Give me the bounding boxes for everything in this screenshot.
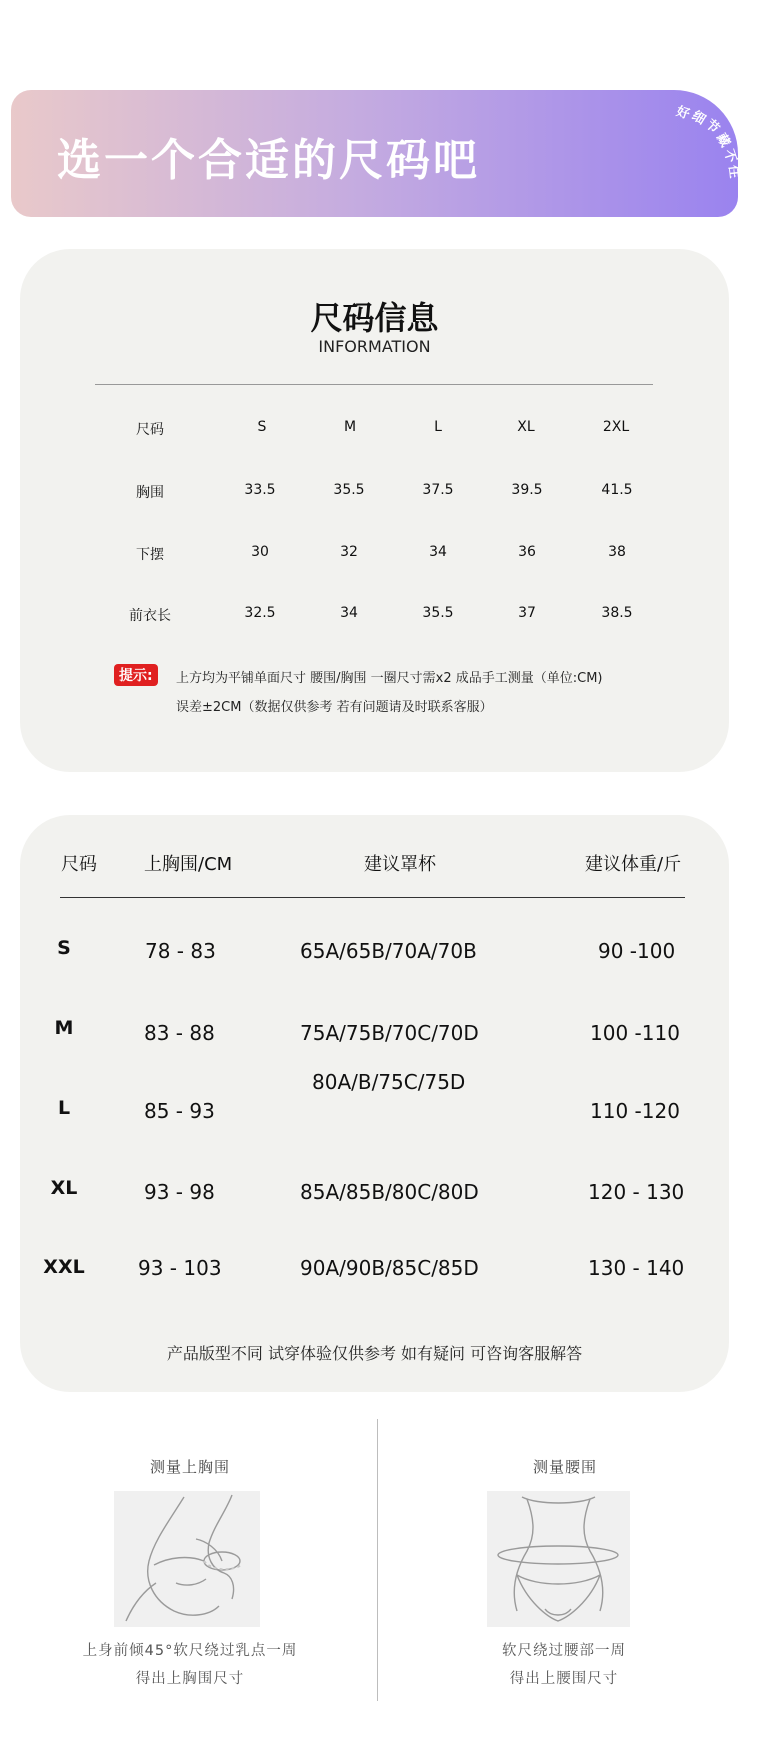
info-cell: 34 — [340, 605, 358, 621]
row-bust: 78 - 83 — [145, 939, 216, 963]
info-cell: 36 — [518, 544, 536, 560]
row-weight: 110 -120 — [590, 1099, 680, 1123]
info-header-row — [20, 419, 729, 439]
info-cell: 37.5 — [422, 482, 454, 498]
info-cell: 38.5 — [601, 605, 633, 621]
row-bust: 93 - 98 — [144, 1180, 215, 1204]
arc-char: 藏 — [713, 131, 733, 150]
row-bust: 85 - 93 — [144, 1099, 215, 1123]
header-banner — [11, 90, 742, 217]
info-row-label: 前衣长 — [129, 608, 171, 624]
measure-waist-desc-line2: 得出上腰围尺寸 — [509, 1671, 619, 1687]
measure-bust-desc-line1: 上身前倾45°软尺绕过乳点一周 — [82, 1643, 298, 1659]
info-size: S — [257, 419, 267, 435]
recommend-note: 产品版型不同 试穿体验仅供参考 如有疑问 可咨询客服解答 — [166, 1344, 583, 1363]
arc-char: 不 — [720, 147, 739, 165]
info-row-label: 胸围 — [136, 485, 164, 501]
info-subtitle: INFORMATION — [318, 337, 431, 356]
measure-bust-desc — [30, 1637, 350, 1693]
info-title: 尺码信息 — [310, 299, 439, 337]
measure-waist-desc-line1: 软尺绕过腰部一周 — [502, 1643, 626, 1659]
measure-waist-title: 测量腰围 — [532, 1458, 597, 1476]
row-weight: 120 - 130 — [588, 1180, 685, 1204]
info-header-label: 尺码 — [136, 422, 164, 438]
info-row — [20, 482, 729, 502]
col-header-cup: 建议罩杯 — [364, 854, 436, 875]
info-size: L — [434, 419, 442, 435]
info-divider — [95, 384, 653, 385]
col-header-size: 尺码 — [61, 854, 97, 875]
row-size: XXL — [43, 1256, 85, 1278]
row-bust: 83 - 88 — [144, 1021, 215, 1045]
info-size: 2XL — [602, 419, 630, 435]
info-row — [20, 605, 729, 625]
arc-char: 住 — [725, 164, 742, 179]
tip-badge: 提示: — [114, 664, 158, 686]
measure-waist-desc — [404, 1637, 724, 1693]
arc-char: 节 — [702, 117, 722, 137]
row-weight: 100 -110 — [590, 1021, 680, 1045]
bust-measure-illustration-icon — [114, 1491, 260, 1627]
row-cup: 65A/65B/70A/70B — [300, 939, 477, 963]
banner-title: 选一个合适的尺码吧 — [57, 135, 480, 186]
waist-measure-illustration-icon — [487, 1491, 630, 1627]
info-size: XL — [517, 419, 535, 435]
info-row-label: 下摆 — [136, 547, 164, 563]
row-cup: 90A/90B/85C/85D — [300, 1256, 479, 1280]
tip-text-line2: 误差±2CM（数据仅供参考 若有问题请及时联系客服） — [176, 700, 493, 715]
arc-char: 细 — [688, 108, 708, 129]
measure-divider — [377, 1419, 378, 1701]
info-cell: 37 — [518, 605, 536, 621]
info-cell: 39.5 — [511, 482, 543, 498]
info-size: M — [343, 419, 357, 435]
info-row — [20, 544, 729, 564]
info-cell: 33.5 — [244, 482, 276, 498]
info-cell: 30 — [251, 544, 269, 560]
size-recommend-card — [20, 815, 729, 1392]
col-header-bust: 上胸围/CM — [144, 854, 233, 875]
tip-text-line1: 上方均为平铺单面尺寸 腰围/胸围 一圈尺寸需x2 成品手工测量（单位:CM) — [176, 671, 603, 686]
info-cell: 32.5 — [244, 605, 276, 621]
row-weight: 130 - 140 — [588, 1256, 685, 1280]
info-cell: 35.5 — [422, 605, 454, 621]
arc-char: 好 — [674, 104, 692, 123]
row-cup: 75A/75B/70C/70D — [300, 1021, 479, 1045]
size-info-card — [20, 249, 729, 772]
row-bust: 93 - 103 — [138, 1256, 222, 1280]
info-cell: 32 — [340, 544, 358, 560]
row-size: L — [57, 1097, 71, 1119]
info-cell: 34 — [429, 544, 447, 560]
col-header-weight: 建议体重/斤 — [585, 854, 682, 875]
info-cell: 41.5 — [601, 482, 633, 498]
recommend-divider — [60, 897, 685, 898]
info-cell: 35.5 — [333, 482, 365, 498]
info-cell: 38 — [608, 544, 626, 560]
row-cup: 85A/85B/80C/80D — [300, 1180, 479, 1204]
row-cup: 80A/B/75C/75D — [312, 1070, 466, 1094]
row-size: XL — [50, 1177, 78, 1199]
row-size: M — [54, 1017, 74, 1039]
banner-arc-text — [673, 98, 763, 188]
measure-bust-desc-line2: 得出上胸围尺寸 — [135, 1671, 245, 1687]
measure-bust-title: 测量上胸围 — [149, 1458, 230, 1476]
row-weight: 90 -100 — [598, 939, 676, 963]
row-size: S — [57, 937, 71, 959]
